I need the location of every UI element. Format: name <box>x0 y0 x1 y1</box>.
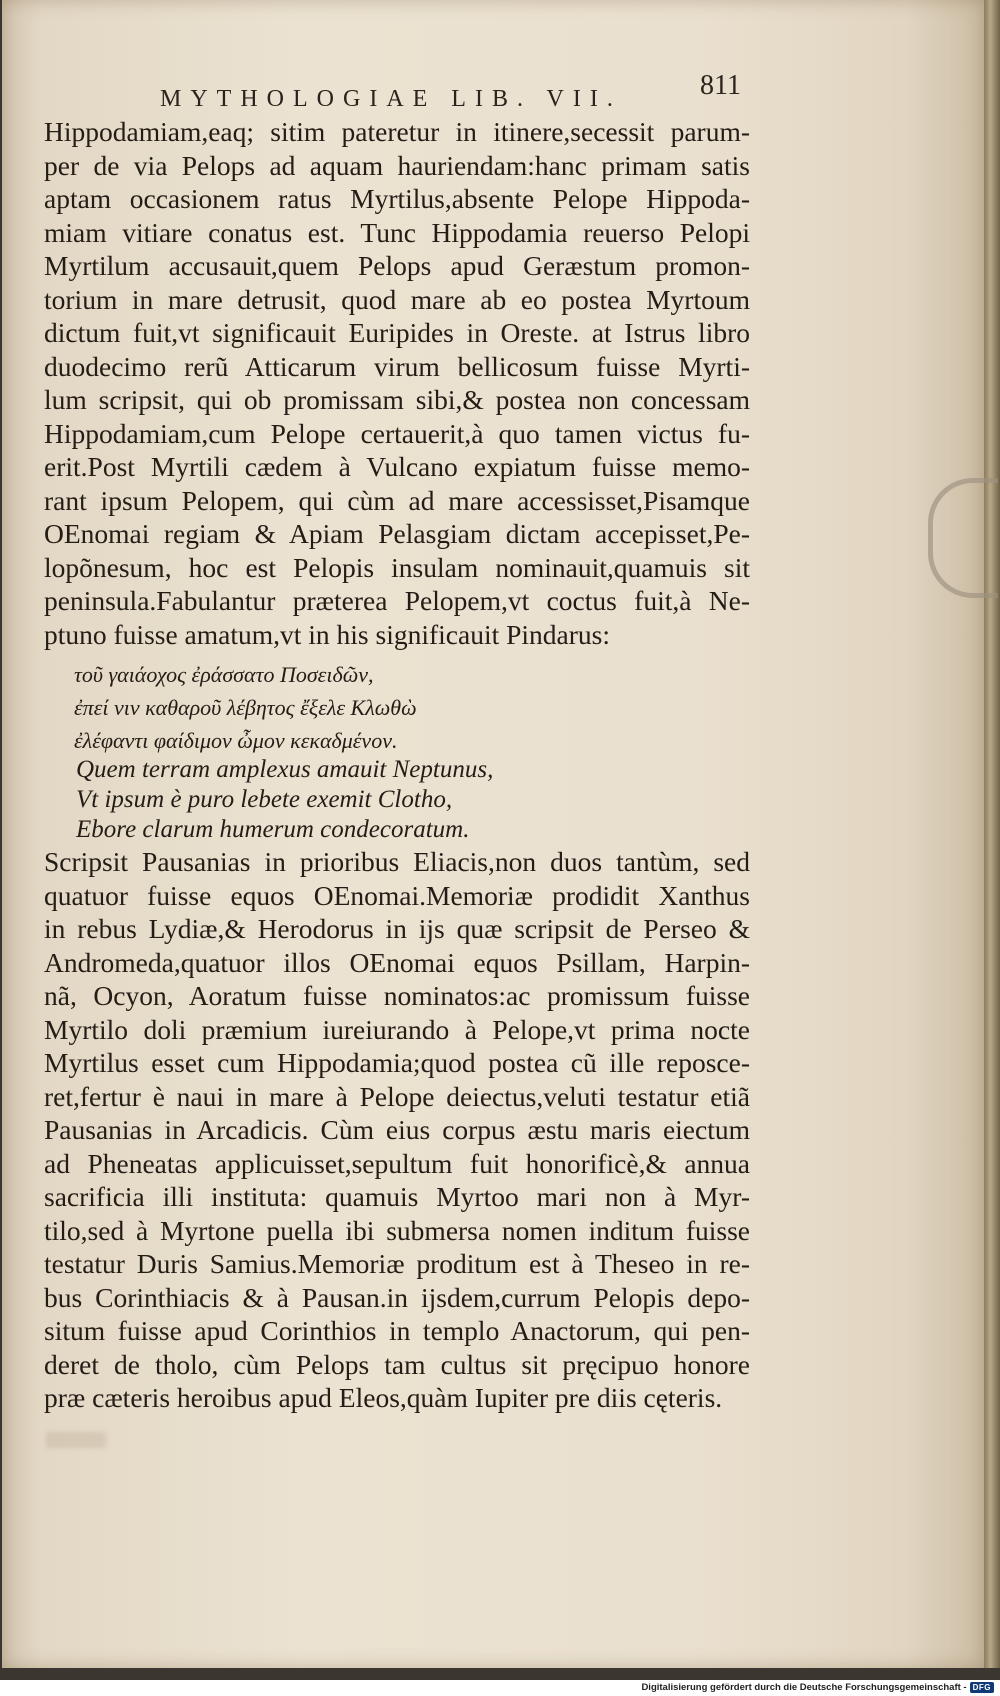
page-edge <box>984 0 1000 1668</box>
text-line: lopõnesum, hoc est Pelopis insulam nominauit,quamuis sit <box>44 551 750 583</box>
greek-verse-line: ἐπεί νιν καθαροῦ λέβητος ἔξελε Κλωθὼ <box>74 695 417 720</box>
body-paragraph-1 <box>44 115 750 651</box>
text-line: Hippodamiam,cum Pelope certauerit,à quo tamen victus fu- <box>44 417 750 449</box>
text-line: Hippodamiam,eaq; sitim pateretur in itinere,secessit parum- <box>44 116 750 147</box>
greek-verse-line: ἐλέφαντι φαίδιμον ὦμον κεκαδμένον. <box>74 728 398 753</box>
text-line: dictum fuit,vt significauit Euripides in Oreste. at Istrus libro <box>44 317 750 348</box>
text-line: Andromeda,quatuor illos OEnomai equos Psillam, Harpin- <box>44 946 750 978</box>
text-line: in rebus Lydiæ,& Herodorus in ijs quæ scripsit de Perseo & <box>44 913 750 944</box>
text-line: tilo,sed à Myrtone puella ibi submersa nomen inditum fuisse <box>44 1214 750 1246</box>
text-line: testatur Duris Samius.Memoriæ proditum est à Theseo in re- <box>44 1248 750 1279</box>
text-line: ret,fertur è naui in mare à Pelope deiectus,veluti testatur etiã <box>44 1080 750 1112</box>
latin-verse-translation <box>76 755 493 845</box>
text-line: Myrtilus esset cum Hippodamia;quod postea cũ ille reposce- <box>44 1047 750 1078</box>
text-line: deret de tholo, cùm Pelops tam cultus sit pręcipuo honore <box>44 1348 750 1380</box>
text-line: lum scripsit, qui ob promissam sibi,& postea non concessam <box>44 384 750 415</box>
text-line: duodecimo rerũ Atticarum virum bellicosum fuisse Myrti- <box>44 350 750 382</box>
page-number: 811 <box>700 70 741 101</box>
text-line: miam vitiare conatus est. Tunc Hippodamia reuerso Pelopi <box>44 216 750 248</box>
text-line: Myrtilum accusauit,quem Pelops apud Geræstum promon- <box>44 250 750 281</box>
text-line: nã, Ocyon, Aoratum fuisse nominatos:ac promissum fuisse <box>44 980 750 1011</box>
show-through-smudge <box>46 1432 106 1448</box>
dfg-logo-icon: DFG <box>970 1682 994 1693</box>
text-line: quatuor fuisse equos OEnomai.Memoriæ prodidit Xanthus <box>44 879 750 911</box>
text-line: situm fuisse apud Corinthios in templo Anactorum, qui pen- <box>44 1315 750 1346</box>
text-line: ptuno fuisse amatum,vt in his significauit Pindarus: <box>44 618 610 650</box>
latin-verse-line: Vt ipsum è puro lebete exemit Clotho, <box>76 786 453 813</box>
text-line: rant ipsum Pelopem, qui cùm ad mare accessisset,Pisamque <box>44 484 750 516</box>
latin-verse-line: Quem terram amplexus amauit Neptunus, <box>76 756 494 783</box>
footer-credit: Digitalisierung gefördert durch die Deutsche Forschungsgemeinschaft - <box>641 1682 967 1693</box>
latin-verse-line: Ebore clarum humerum condecoratum. <box>76 816 470 843</box>
text-line: OEnomai regiam & Apiam Pelasgiam dictam accepisset,Pe- <box>44 518 750 549</box>
text-line: peninsula.Fabulantur præterea Pelopem,vt coctus fuit,à Ne- <box>44 585 750 616</box>
text-line: sacrificia illi instituta: quamuis Myrtoo mari non à Myr- <box>44 1181 750 1212</box>
text-line: per de via Pelops ad aquam hauriendam:hanc primam satis <box>44 149 750 181</box>
text-line: bus Corinthiacis & à Pausan.in ijsdem,currum Pelopis depo- <box>44 1281 750 1313</box>
binding-clasp <box>928 478 998 598</box>
greek-verse-line: τοῦ γαιάοχος ἐράσσατο Ποσειδῶν, <box>74 662 374 687</box>
text-line: Pausanias in Arcadicis. Cùm eius corpus æstu maris eiectum <box>44 1114 750 1145</box>
text-line: præ cæteris heroibus apud Eleos,quàm Iupiter pre diis cęteris. <box>44 1382 723 1413</box>
greek-quotation <box>74 658 417 757</box>
text-line: torium in mare detrusit, quod mare ab eo postea Myrtoum <box>44 283 750 315</box>
text-line: Scripsit Pausanias in prioribus Eliacis,non duos tantùm, sed <box>44 846 750 877</box>
running-head: MYTHOLOGIAE LIB. VII. <box>160 86 622 112</box>
digitization-footer <box>641 1682 994 1693</box>
text-line: aptam occasionem ratus Myrtilus,absente Pelope Hippoda- <box>44 183 750 214</box>
text-line: erit.Post Myrtili cædem à Vulcano expiatum fuisse memo- <box>44 451 750 482</box>
text-line: ad Pheneatas applicuisset,sepultum fuit honorificè,& annua <box>44 1147 750 1179</box>
body-paragraph-2 <box>44 845 750 1415</box>
text-line: Myrtilo doli præmium iureiurando à Pelope,vt prima nocte <box>44 1013 750 1045</box>
